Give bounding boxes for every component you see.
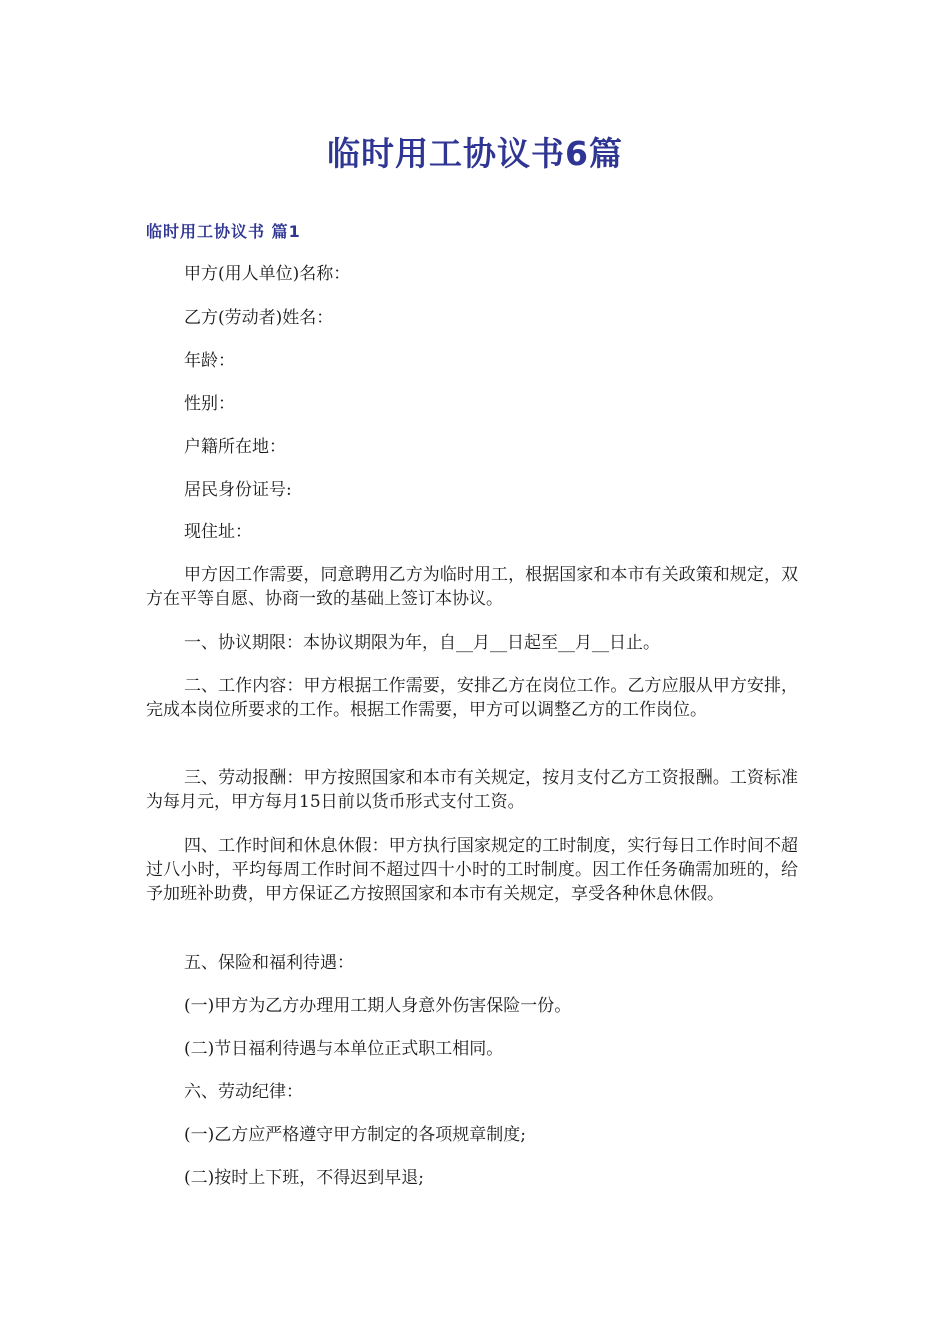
clause-insurance-item-1: (一)甲方为乙方办理用工期人身意外伤害保险一份。 — [184, 996, 572, 1016]
clause-insurance-item-2: (二)节日福利待遇与本单位正式职工相同。 — [184, 1039, 504, 1059]
field-age: 年龄： — [184, 351, 235, 371]
clause-compensation: 三、劳动报酬：甲方按照国家和本市有关规定，按月支付乙方工资报酬。工资标准为每月元，甲方每月15日前以货币形式支付工资。 — [146, 768, 798, 812]
field-household-registration: 户籍所在地： — [184, 437, 286, 457]
clause-discipline-item-2: (二)按时上下班，不得迟到早退; — [184, 1168, 424, 1188]
field-gender: 性别： — [184, 394, 235, 414]
section-heading: 临时用工协议书 篇1 — [146, 222, 301, 241]
field-id-number: 居民身份证号: — [184, 480, 292, 500]
clause-term: 一、协议期限：本协议期限为年，自__月__日起至__月__日止。 — [184, 633, 660, 653]
clause-discipline-item-1: (一)乙方应严格遵守甲方制定的各项规章制度; — [184, 1125, 526, 1145]
document-title: 临时用工协议书6篇 — [327, 134, 623, 173]
clause-work-content: 二、工作内容：甲方根据工作需要，安排乙方在岗位工作。乙方应服从甲方安排，完成本岗位所要求的工作。根据工作需要，甲方可以调整乙方的工作岗位。 — [146, 676, 798, 720]
field-employee-name: 乙方(劳动者)姓名： — [184, 308, 334, 328]
clause-discipline-heading: 六、劳动纪律： — [184, 1082, 303, 1102]
clause-working-hours: 四、工作时间和休息休假：甲方执行国家规定的工时制度，实行每日工作时间不超过八小时，平均每周工作时间不超过四十小时的工时制度。因工作任务确需加班的，给予加班补助费，甲方保证乙方按照国家和本市有关规定，享受各种休息休假。 — [146, 836, 798, 904]
clause-insurance-heading: 五、保险和福利待遇： — [184, 953, 354, 973]
field-employer-name: 甲方(用人单位)名称： — [184, 264, 351, 284]
preamble-paragraph: 甲方因工作需要，同意聘用乙方为临时用工，根据国家和本市有关政策和规定，双方在平等自愿、协商一致的基础上签订本协议。 — [146, 565, 798, 609]
field-current-address: 现住址： — [184, 522, 252, 542]
